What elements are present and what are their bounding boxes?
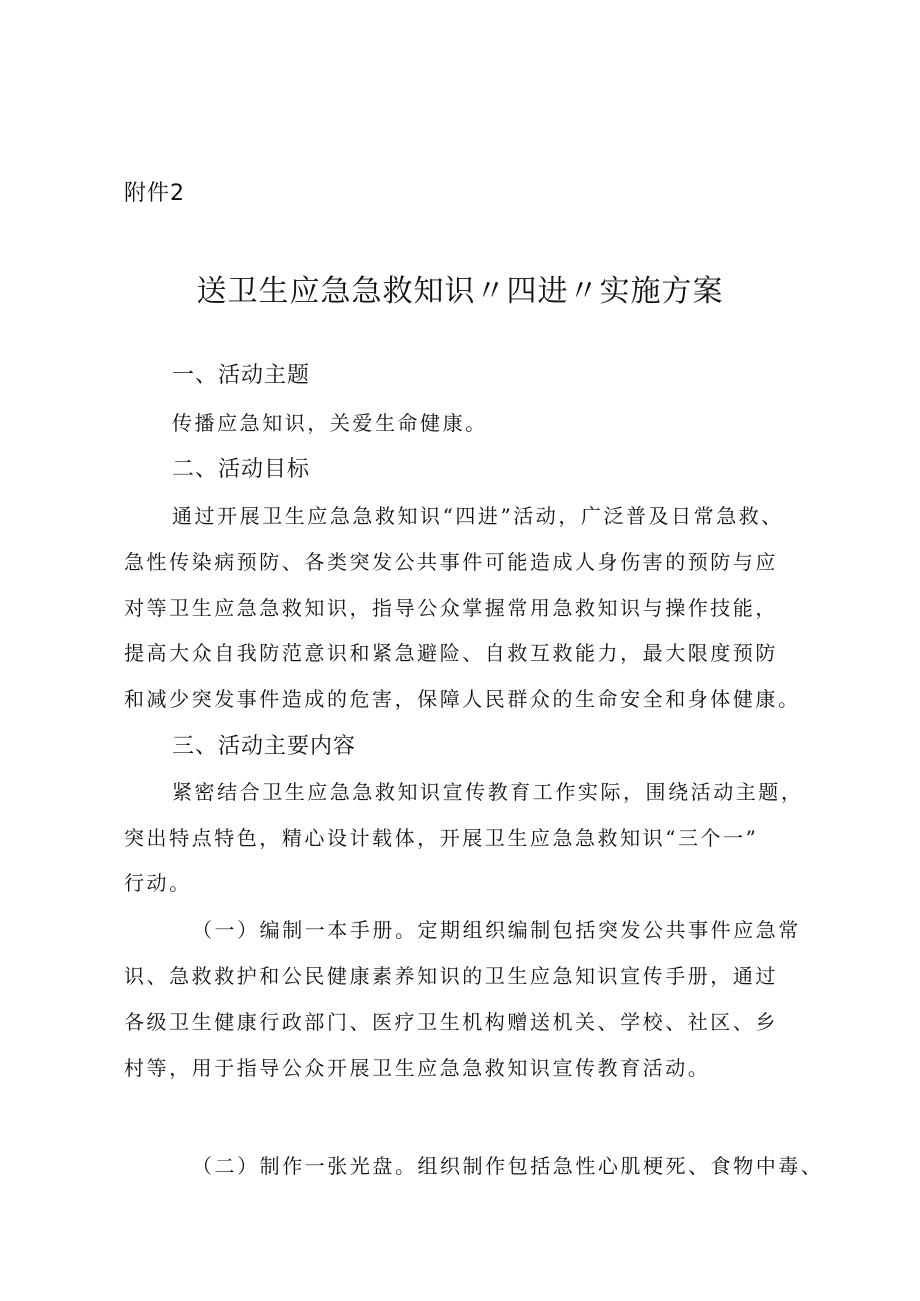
item-two-line: （二）制作一张光盘。组织制作包括急性心肌梗死、食物中毒、 [192, 1154, 824, 1178]
section-heading-content: 三、活动主要内容 [172, 734, 357, 759]
paragraph-line: 行动。 [124, 871, 192, 895]
attachment-label: 附件2 [124, 181, 185, 206]
paragraph-line: 紧密结合卫生应急急救知识宣传教育工作实际，围绕活动主题， [172, 780, 804, 804]
document-title: 送卫生应急急救知识〃四进〃实施方案 [196, 274, 724, 309]
paragraph-line: 传播应急知识，关爱生命健康。 [172, 411, 488, 435]
paragraph-line: 对等卫生应急急救知识，指导公众掌握常用急救知识与操作技能， [124, 596, 778, 620]
paragraph-line: 通过开展卫生应急急救知识“四进”活动，广泛普及日常急救、 [172, 504, 784, 528]
section-heading-theme: 一、活动主题 [172, 363, 311, 388]
item-one-line: 村等，用于指导公众开展卫生应急急救知识宣传教育活动。 [124, 1056, 711, 1080]
section-heading-goal: 二、活动目标 [172, 457, 311, 482]
paragraph-line: 急性传染病预防、各类突发公共事件可能造成人身伤害的预防与应 [124, 550, 778, 574]
item-one-line: （一）编制一本手册。定期组织编制包括突发公共事件应急常 [192, 918, 801, 942]
item-one-line: 各级卫生健康行政部门、医疗卫生机构赠送机关、学校、社区、乡 [124, 1010, 778, 1034]
paragraph-line: 突出特点特色，精心设计载体，开展卫生应急急救知识“三个一” [124, 826, 759, 850]
paragraph-line: 提高大众自我防范意识和紧急避险、自救互救能力，最大限度预防 [124, 641, 778, 665]
paragraph-line: 和减少突发事件造成的危害，保障人民群众的生命安全和身体健康。 [124, 687, 801, 711]
item-one-line: 识、急救救护和公民健康素养知识的卫生应急知识宣传手册，通过 [124, 964, 778, 988]
